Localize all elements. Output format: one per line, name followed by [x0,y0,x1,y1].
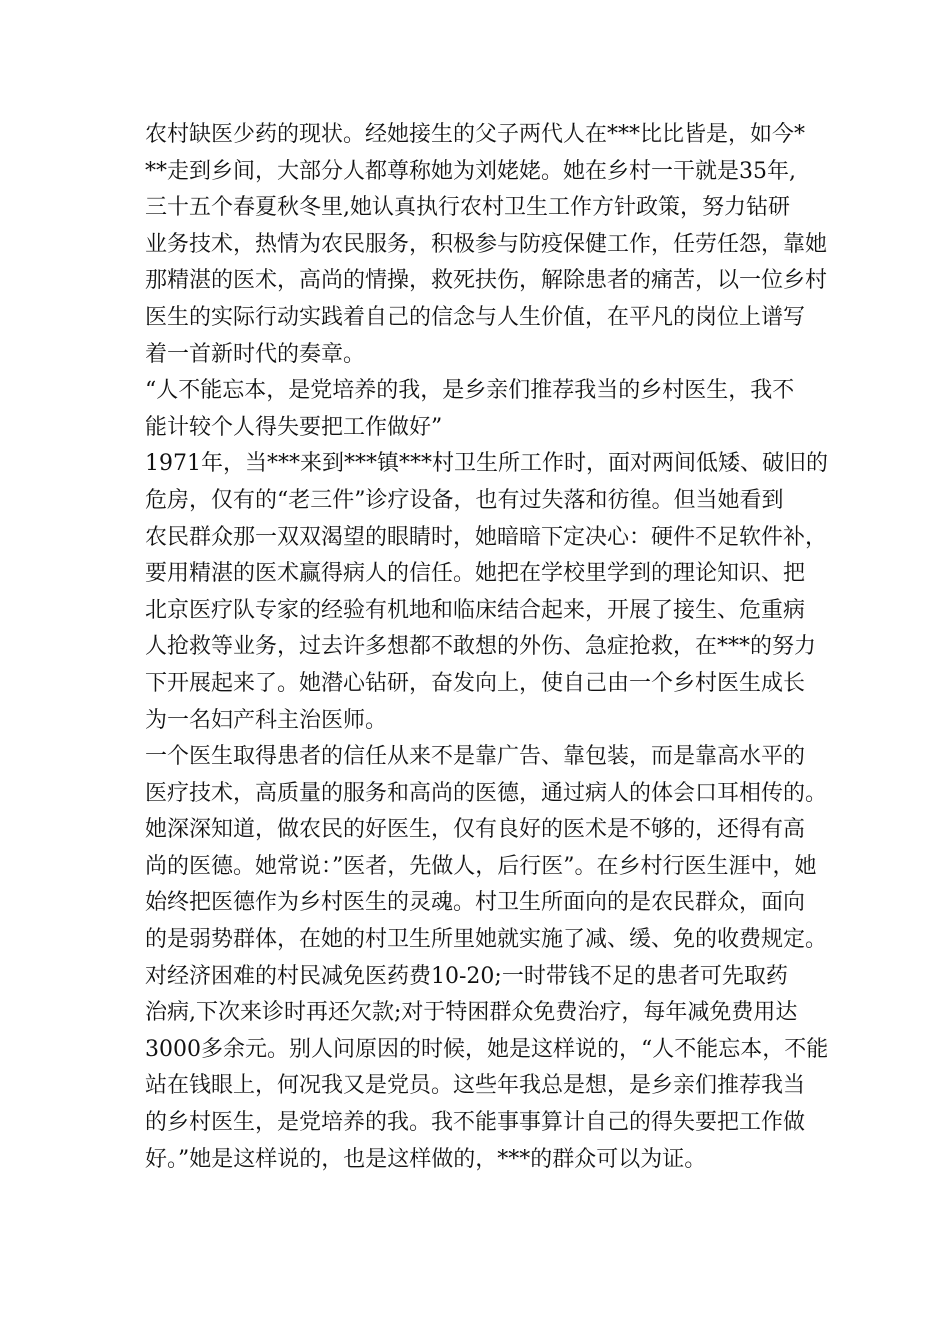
text-line: 尚的医德。她常说：”医者，先做人，后行医”。在乡村行医生涯中，她 [145,853,817,879]
text-line: 三十五个春夏秋冬里,她认真执行农村卫生工作方针政策，努力钻研 [145,195,790,221]
text-line: 农民群众那一双双渴望的眼睛时，她暗暗下定决心：硬件不足软件补， [145,524,828,550]
text-line: 要用精湛的医术赢得病人的信任。她把在学校里学到的理论知识、把 [145,561,806,587]
text-line: 为一名妇产科主治医师。 [145,707,388,733]
text-line: 她深深知道，做农民的好医生，仅有良好的医术是不够的，还得有高 [145,817,806,843]
text-line: 那精湛的医术，高尚的情操，救死扶伤，解除患者的痛苦，以一位乡村 [145,268,828,294]
text-line: 对经济困难的村民减免医药费10-20;一时带钱不足的患者可先取药 [145,963,788,989]
text-line: 站在钱眼上，何况我又是党员。这些年我总是想，是乡亲们推荐我当 [145,1073,806,1099]
text-line: “人不能忘本，是党培养的我，是乡亲们推荐我当的乡村医生，我不 [145,378,795,404]
body-text [145,117,829,1178]
text-line: 的是弱势群体，在她的村卫生所里她就实施了减、缓、免的收费规定。 [145,927,828,953]
text-line: 的乡村医生，是党培养的我。我不能事事算计自己的得失要把工作做 [145,1110,806,1136]
text-line: 危房，仅有的“老三件”诊疗设备，也有过失落和彷徨。但当她看到 [145,487,784,513]
text-line: 农村缺医少药的现状。经她接生的父子两代人在***比比皆是，如今* [145,122,806,147]
text-line: 3000多余元。别人问原因的时候，她是这样说的，“人不能忘本，不能 [145,1036,829,1062]
text-line: 治病,下次来诊时再还欠款;对于特困群众免费治疗，每年减免费用达 [145,1000,798,1026]
text-line: 能计较个人得失要把工作做好” [145,414,443,440]
text-line: 北京医疗队专家的经验有机地和临床结合起来，开展了接生、危重病 [145,597,806,623]
text-line: 医疗技术，高质量的服务和高尚的医德，通过病人的体会口耳相传的。 [145,780,828,806]
text-line: 始终把医德作为乡村医生的灵魂。村卫生所面向的是农民群众，面向 [145,890,806,916]
text-line: 1971年，当***来到***镇***村卫生所工作时，面对两间低矮、破旧的 [145,451,828,477]
text-line: 业务技术，热情为农民服务，积极参与防疫保健工作，任劳任怨，靠她 [145,231,828,257]
text-line: 着一首新时代的奏章。 [145,341,366,367]
text-line: 人抢救等业务，过去许多想都不敢想的外伤、急症抢救，在***的努力 [145,634,817,660]
text-line: 下开展起来了。她潜心钻研，奋发向上，使自己由一个乡村医生成长 [145,670,806,696]
text-line: **走到乡间，大部分人都尊称她为刘姥姥。她在乡村一干就是35年, [145,158,796,184]
text-line: 医生的实际行动实践着自己的信念与人生价值，在平凡的岗位上谱写 [145,304,806,330]
text-line: 好。”她是这样说的，也是这样做的，***的群众可以为证。 [145,1146,707,1172]
text-line: 一个医生取得患者的信任从来不是靠广告、靠包装，而是靠高水平的 [145,744,806,770]
